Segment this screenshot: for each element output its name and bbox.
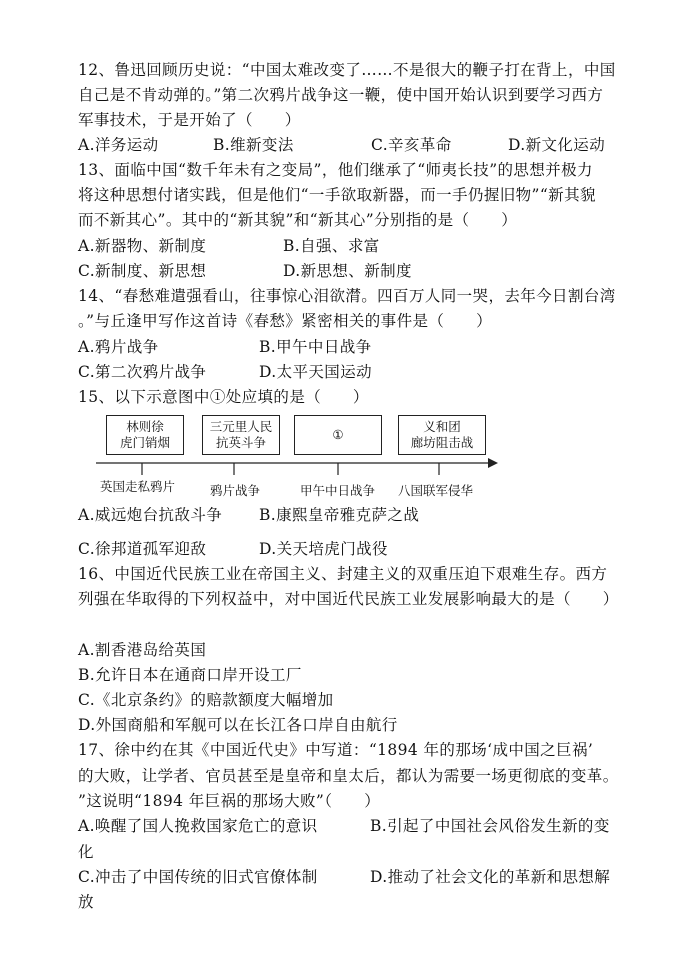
- q15-stem: 15、以下示意图中①处应填的是（ ）: [78, 388, 369, 406]
- q17-option-a[interactable]: A.唤醒了国人挽救国家危亡的意识: [78, 817, 318, 835]
- q17-option-b[interactable]: B.引起了中国社会风俗发生新的变: [370, 817, 610, 835]
- q16-option-a[interactable]: A.割香港岛给英国: [78, 641, 207, 659]
- event-box-4-line-1: 义和团: [423, 419, 461, 434]
- q12-line-2: 自己是不肯动弹的。”第二次鸦片战争这一鞭，使中国开始认识到要学习西方: [78, 86, 604, 104]
- q15-option-d[interactable]: D.关天培虎门战役: [259, 540, 388, 558]
- event-box-2-line-1: 三元里人民: [209, 419, 273, 434]
- event-box-blank: [294, 415, 382, 455]
- q15-option-a[interactable]: [78, 506, 223, 532]
- q13-option-c[interactable]: C.新制度、新思想: [78, 262, 207, 280]
- q15-option-b-text: B.康熙皇帝雅克萨之战: [259, 506, 420, 524]
- event-box-1-line-2: 虎门销烟: [119, 435, 170, 450]
- q16-option-b[interactable]: B.允许日本在通商口岸开设工厂: [78, 666, 302, 684]
- q12-option-d[interactable]: D.新文化运动: [508, 136, 606, 154]
- q13-line-3: 而不新其心”。其中的“新其貌”和“新其心”分别指的是（ ）: [78, 211, 518, 229]
- q17-line-1: 17、徐中约在其《中国近代史》中写道：“1894 年的那场‘成中国之巨祸’: [78, 741, 594, 759]
- event-box-4: [398, 415, 486, 455]
- q14-line-2: 。”与丘逢甲写作这首诗《春愁》紧密相关的事件是（ ）: [78, 312, 492, 330]
- q14-option-b[interactable]: B.甲午中日战争: [259, 338, 372, 356]
- event-box-1-line-1: 林则徐: [126, 419, 164, 434]
- timeline-arrow-icon: [488, 458, 498, 468]
- timeline-label-2: 鸦片战争: [210, 483, 261, 498]
- q13-option-b[interactable]: B.自强、求富: [283, 237, 380, 255]
- q16-option-d[interactable]: D.外国商船和军舰可以在长江各口岸自由航行: [78, 716, 398, 734]
- q17-option-b-wrap: 化: [78, 843, 94, 861]
- event-box-blank-marker: ①: [332, 427, 344, 442]
- q13-option-a[interactable]: A.新器物、新制度: [78, 237, 207, 255]
- q14-option-c[interactable]: C.第二次鸦片战争: [78, 363, 207, 381]
- q13-line-2: 将这种思想付诸实践，但是他们“一手欲取新器，而一手仍握旧物”“新其貌: [78, 186, 596, 204]
- timeline-label-4: 八国联军侵华: [398, 483, 474, 498]
- q14-line-1: 14、“春愁难遣强看山，往事惊心泪欲潸。四百万人同一哭，去年今日割台湾: [78, 287, 616, 305]
- q16-line-1: 16、中国近代民族工业在帝国主义、封建主义的双重压迫下艰难生存。西方: [78, 565, 608, 583]
- q15-timeline-figure: [92, 405, 512, 513]
- q15-option-c[interactable]: C.徐邦道孤军迎敌: [78, 540, 207, 558]
- q17-option-d-wrap: 放: [78, 893, 94, 911]
- q13-option-d[interactable]: D.新思想、新制度: [283, 262, 412, 280]
- q14-option-a[interactable]: A.鸦片战争: [78, 338, 159, 356]
- q17-option-c[interactable]: C.冲击了中国传统的旧式官僚体制: [78, 868, 318, 886]
- q16-option-c[interactable]: C.《北京条约》的赔款额度大幅增加: [78, 691, 334, 709]
- event-box-4-line-2: 廊坊阻击战: [410, 435, 474, 450]
- event-box-2-line-2: 抗英斗争: [215, 435, 266, 450]
- q12-option-b[interactable]: B.维新变法: [213, 136, 294, 154]
- q12-option-a[interactable]: A.洋务运动: [78, 136, 159, 154]
- q12-line-3: 军事技术，于是开始了（ ）: [78, 111, 301, 129]
- timeline-label-1: 英国走私鸦片: [100, 479, 176, 494]
- q17-option-d[interactable]: D.推动了社会文化的革新和思想解: [370, 868, 611, 886]
- timeline-label-3: 甲午中日战争: [300, 483, 376, 498]
- q17-line-3: ”这说明“1894 年巨祸的那场大败”（ ）: [78, 792, 381, 810]
- q16-line-2: 列强在华取得的下列权益中，对中国近代民族工业发展影响最大的是（ ）: [78, 590, 619, 608]
- q15-option-b[interactable]: [259, 506, 420, 532]
- event-box-2: [202, 415, 280, 455]
- q12-line-1: 12、鲁迅回顾历史说：“中国太难改变了……不是很大的鞭子打在背上，中国: [78, 61, 616, 79]
- q17-line-2: 的大败，让学者、官员甚至是皇帝和皇太后，都认为需要一场更彻底的变革。: [78, 767, 619, 785]
- q14-option-d[interactable]: D.太平天国运动: [259, 363, 373, 381]
- event-box-1: [106, 415, 184, 455]
- q13-line-1: 13、面临中国“数千年未有之变局”，他们继承了“师夷长技”的思想并极力: [78, 161, 593, 179]
- q15-option-a-text: A.威远炮台抗敌斗争: [78, 506, 223, 524]
- q12-option-c[interactable]: C.辛亥革命: [371, 136, 452, 154]
